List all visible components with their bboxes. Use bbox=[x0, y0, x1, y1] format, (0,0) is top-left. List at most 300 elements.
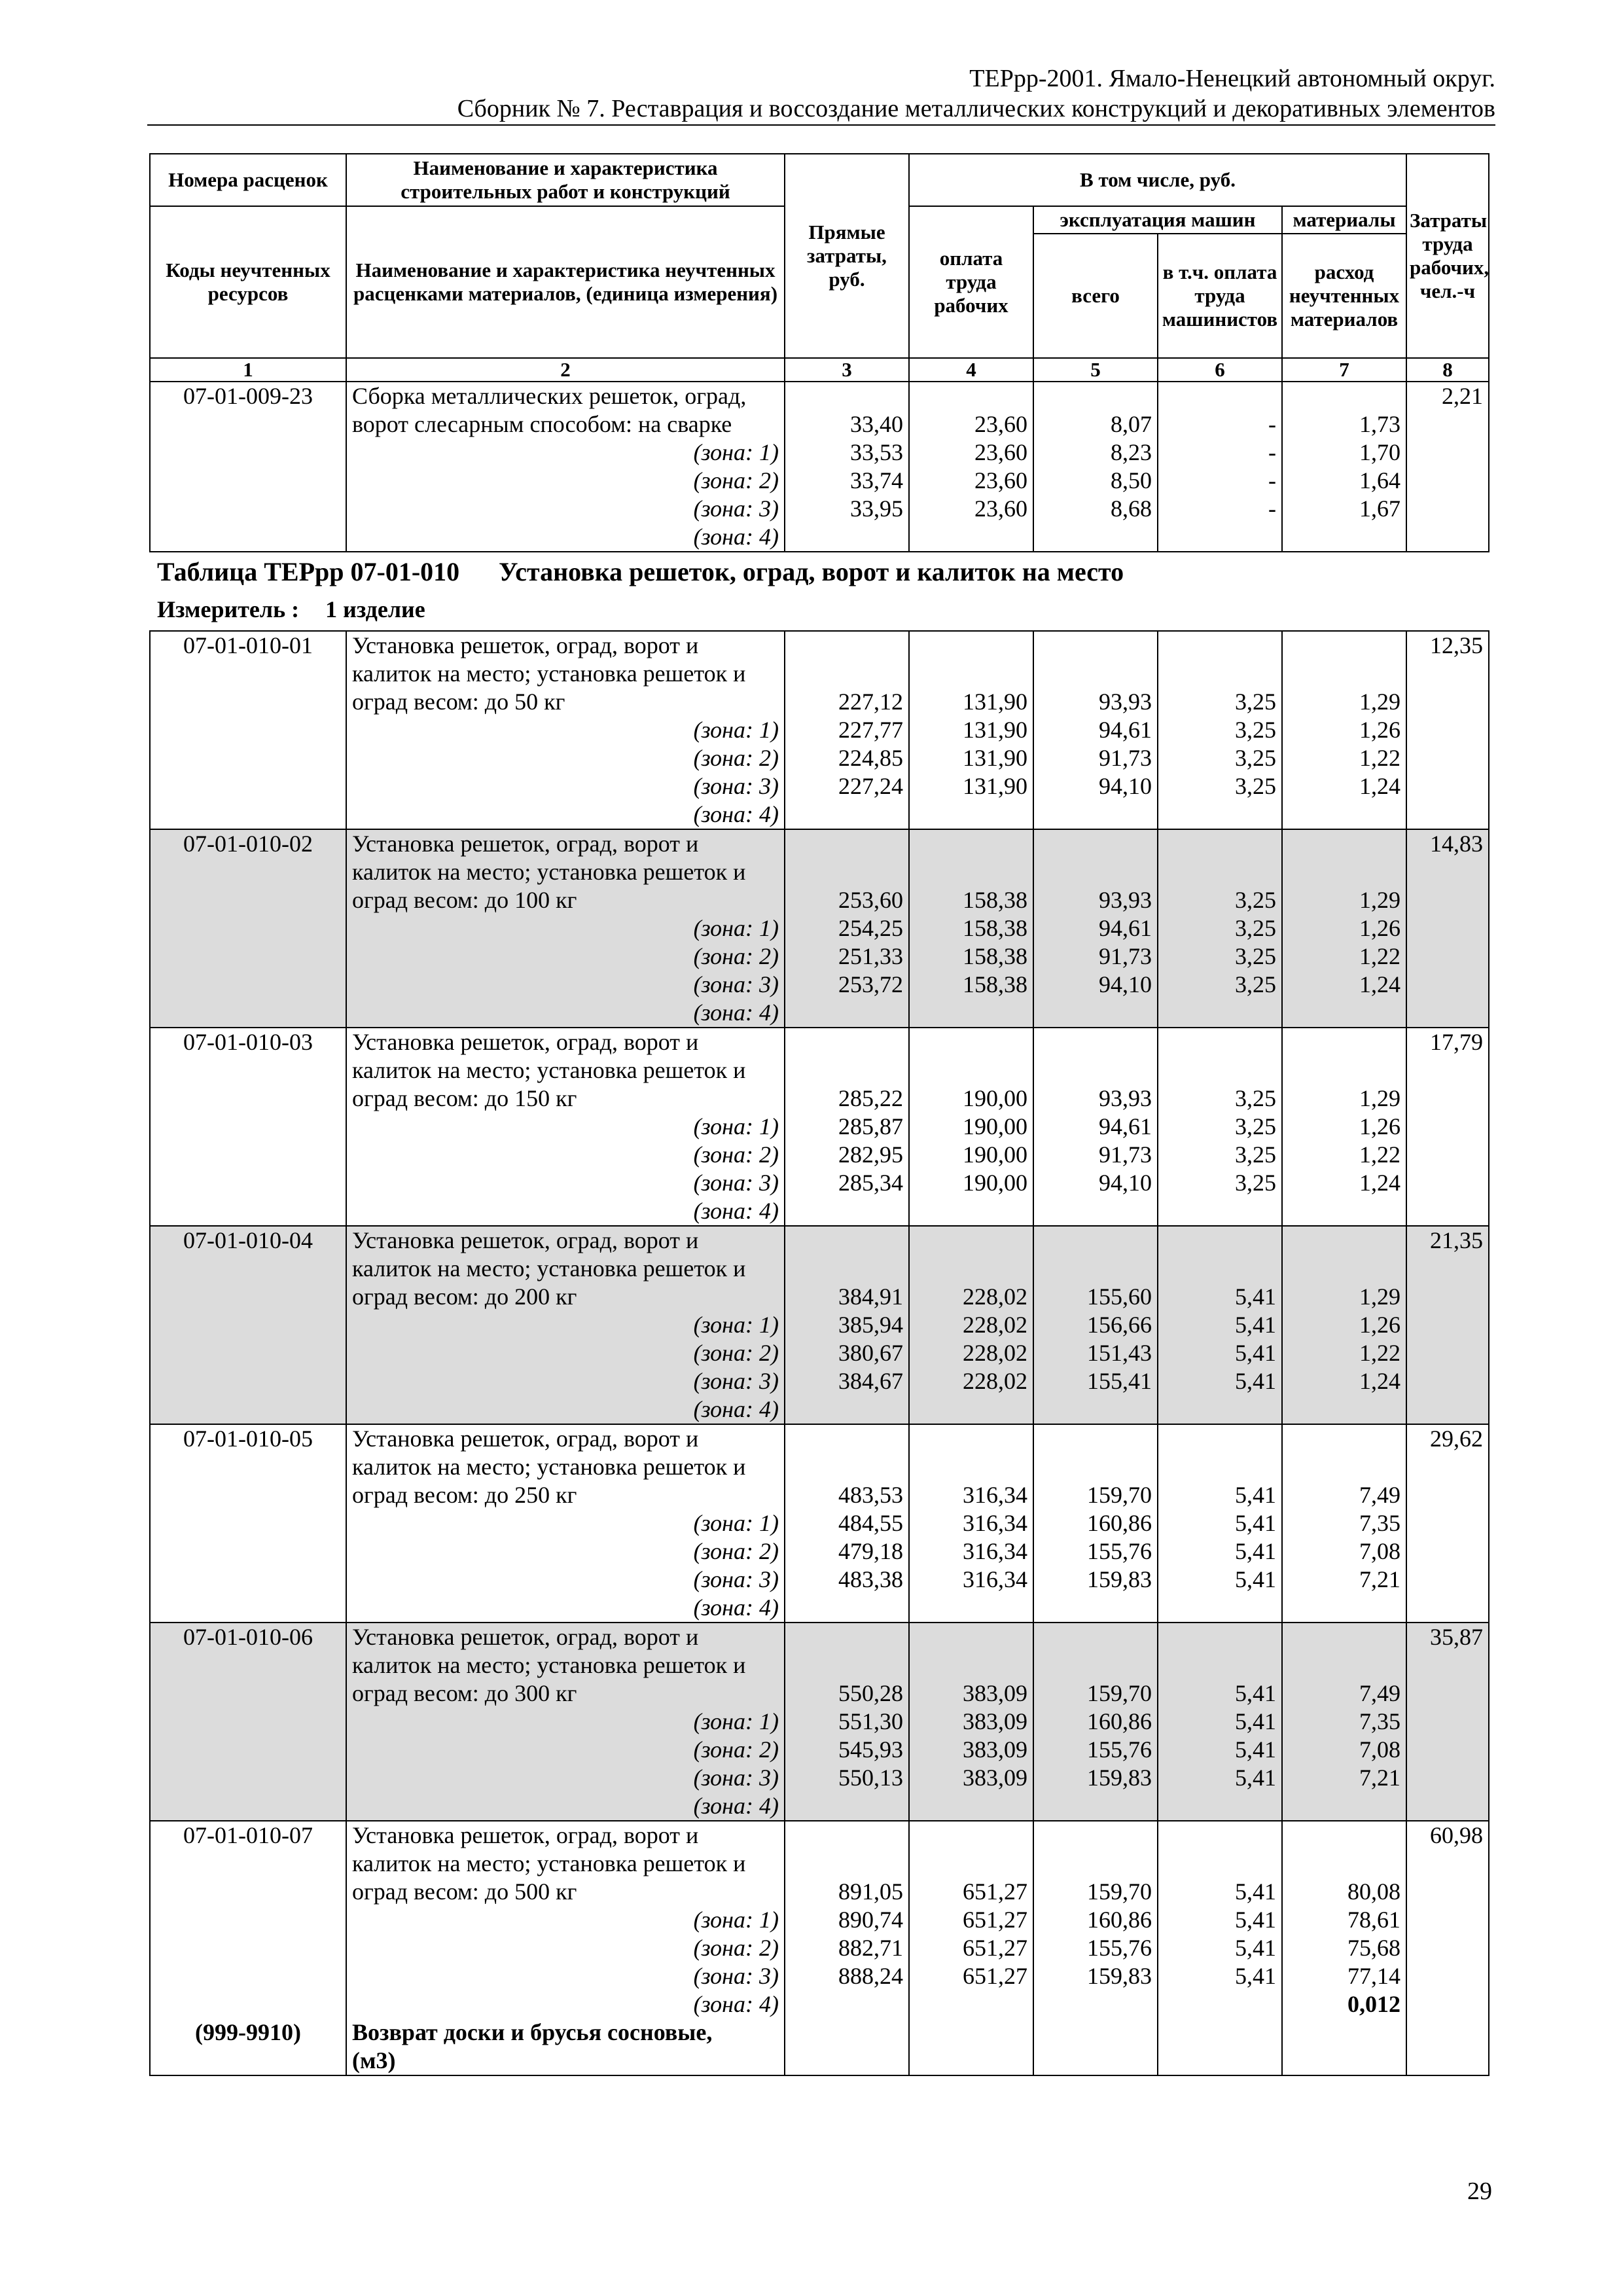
cell-line: 1,22 bbox=[1359, 745, 1400, 771]
cell-line: 383,09 bbox=[963, 1736, 1027, 1763]
cell-line: (зона: 3) bbox=[693, 971, 779, 997]
cell-line: (зона: 3) bbox=[693, 495, 779, 522]
blank-line bbox=[1164, 858, 1276, 886]
cell-line: 5,41 bbox=[1235, 1368, 1276, 1394]
cell-line: 8,23 bbox=[1111, 439, 1152, 465]
cell-line: оград весом: до 200 кг bbox=[352, 1283, 577, 1310]
worker-wages-cell bbox=[909, 1821, 1033, 2075]
blank-line bbox=[1039, 1425, 1152, 1453]
cell-line: (зона: 2) bbox=[693, 1538, 779, 1564]
cell-line: (зона: 2) bbox=[693, 1935, 779, 1961]
cell-line: 07-01-010-05 bbox=[183, 1426, 313, 1452]
cell-line: 5,41 bbox=[1235, 1510, 1276, 1536]
cell-line: (зона: 2) bbox=[693, 1736, 779, 1763]
blank-line bbox=[1164, 1623, 1276, 1651]
cell-line: 5,41 bbox=[1235, 1935, 1276, 1961]
rate-code-cell bbox=[150, 1424, 346, 1623]
table-row bbox=[150, 1028, 1489, 1226]
cell-line: 3,25 bbox=[1235, 1085, 1276, 1111]
blank-line bbox=[915, 1453, 1027, 1481]
cell-line: 07-01-010-01 bbox=[183, 632, 313, 658]
cell-line: 3,25 bbox=[1235, 717, 1276, 743]
worker-wages-cell bbox=[909, 1226, 1033, 1424]
cell-line: 75,68 bbox=[1347, 1935, 1400, 1961]
cell-line: 8,50 bbox=[1111, 467, 1152, 493]
table-number: Таблица ТЕРрр 07-01-010 bbox=[157, 557, 460, 586]
cell-line: оград весом: до 150 кг bbox=[352, 1085, 577, 1111]
cell-line: оград весом: до 100 кг bbox=[352, 887, 577, 913]
cell-line: 890,74 bbox=[838, 1907, 903, 1933]
blank-line bbox=[1288, 1425, 1400, 1453]
blank-line bbox=[791, 1850, 903, 1878]
cell-line: 78,61 bbox=[1347, 1907, 1400, 1933]
cell-line: 5,41 bbox=[1235, 1708, 1276, 1734]
cell-line: 1,24 bbox=[1359, 1368, 1400, 1394]
cell-line: 254,25 bbox=[838, 915, 903, 941]
cell-line: Установка решеток, оград, ворот и bbox=[352, 1227, 699, 1253]
header-machine-operation: эксплуатация машин bbox=[1033, 206, 1282, 234]
direct-costs-cell bbox=[785, 1226, 909, 1424]
table-row bbox=[150, 1821, 1489, 2075]
cell-line: (зона: 1) bbox=[693, 1708, 779, 1734]
cell-line: 1,24 bbox=[1359, 1170, 1400, 1196]
rate-description-cell bbox=[346, 1028, 785, 1226]
cell-line: 1,22 bbox=[1359, 943, 1400, 969]
blank-line bbox=[1164, 382, 1276, 410]
worker-wages-cell bbox=[909, 1623, 1033, 1821]
machines-total-cell bbox=[1033, 1623, 1158, 1821]
cell-line: 159,70 bbox=[1087, 1482, 1152, 1508]
cell-line: 3,25 bbox=[1235, 745, 1276, 771]
cell-line: 35,87 bbox=[1430, 1624, 1483, 1650]
cell-line: 155,76 bbox=[1087, 1736, 1152, 1763]
rate-code-cell bbox=[150, 382, 346, 552]
cell-line: 190,00 bbox=[963, 1085, 1027, 1111]
cell-line: 227,12 bbox=[838, 689, 903, 715]
cell-line: 2,21 bbox=[1442, 383, 1484, 409]
blank-line bbox=[1039, 660, 1152, 688]
cell-line: 228,02 bbox=[963, 1368, 1027, 1394]
cell-line: 5,41 bbox=[1235, 1312, 1276, 1338]
rate-description-cell bbox=[346, 829, 785, 1028]
cell-line: 227,77 bbox=[838, 717, 903, 743]
cell-line: 23,60 bbox=[974, 439, 1027, 465]
cell-line: 156,66 bbox=[1087, 1312, 1152, 1338]
cell-line: 282,95 bbox=[838, 1141, 903, 1168]
direct-costs-cell bbox=[785, 631, 909, 829]
cell-line: 07-01-010-06 bbox=[183, 1624, 313, 1650]
machines-total-cell bbox=[1033, 829, 1158, 1028]
machines-total-cell bbox=[1033, 631, 1158, 829]
cell-line: Установка решеток, оград, ворот и bbox=[352, 1426, 699, 1452]
cell-line: 07-01-010-03 bbox=[183, 1029, 313, 1055]
cell-line: 07-01-010-02 bbox=[183, 831, 313, 857]
cell-line: (зона: 1) bbox=[693, 439, 779, 465]
cell-line: 12,35 bbox=[1430, 632, 1483, 658]
cell-line: 8,07 bbox=[1111, 411, 1152, 437]
rates-table-2 bbox=[149, 630, 1489, 2076]
machinist-wages-cell bbox=[1158, 1623, 1282, 1821]
cell-line: оград весом: до 250 кг bbox=[352, 1482, 577, 1508]
cell-line: 383,09 bbox=[963, 1680, 1027, 1706]
blank-line bbox=[915, 632, 1027, 660]
cell-line: (зона: 3) bbox=[693, 1963, 779, 1989]
blank-line bbox=[156, 1990, 340, 2018]
cell-line: Установка решеток, оград, ворот и bbox=[352, 1624, 699, 1650]
cell-line: 17,79 bbox=[1430, 1029, 1483, 1055]
cell-line: (зона: 3) bbox=[693, 1170, 779, 1196]
cell-line: 3,25 bbox=[1235, 971, 1276, 997]
blank-line bbox=[1164, 1056, 1276, 1085]
header-divider bbox=[147, 124, 1495, 126]
cell-line: (зона: 4) bbox=[693, 999, 779, 1026]
cell-line: 159,70 bbox=[1087, 1680, 1152, 1706]
machines-total-cell bbox=[1033, 1028, 1158, 1226]
table-caption bbox=[157, 556, 1124, 587]
cell-line: 550,28 bbox=[838, 1680, 903, 1706]
cell-line: 159,70 bbox=[1087, 1878, 1152, 1905]
cell-line: 158,38 bbox=[963, 887, 1027, 913]
cell-line: 160,86 bbox=[1087, 1510, 1152, 1536]
cell-line: калиток на место; установка решеток и bbox=[352, 1652, 746, 1678]
header-collection-subtitle: Сборник № 7. Реставрация и воссоздание металлических конструкций и декоративных элементов bbox=[457, 95, 1495, 122]
cell-line: калиток на место; установка решеток и bbox=[352, 1454, 746, 1480]
cell-line: 651,27 bbox=[963, 1878, 1027, 1905]
cell-line: 882,71 bbox=[838, 1935, 903, 1961]
cell-line: 385,94 bbox=[838, 1312, 903, 1338]
rate-code-cell bbox=[150, 829, 346, 1028]
cell-line: 228,02 bbox=[963, 1312, 1027, 1338]
blank-line bbox=[1164, 1453, 1276, 1481]
blank-line bbox=[791, 1028, 903, 1056]
cell-line: 7,35 bbox=[1359, 1708, 1400, 1734]
machinist-wages-cell bbox=[1158, 1028, 1282, 1226]
blank-line bbox=[915, 1821, 1027, 1850]
cell-line: (зона: 4) bbox=[693, 801, 779, 827]
cell-line: 1,26 bbox=[1359, 1113, 1400, 1139]
cell-line: 155,76 bbox=[1087, 1538, 1152, 1564]
cell-line: 5,41 bbox=[1235, 1963, 1276, 1989]
cell-line: 5,41 bbox=[1235, 1736, 1276, 1763]
blank-line bbox=[915, 660, 1027, 688]
cell-line: 316,34 bbox=[963, 1566, 1027, 1592]
cell-line: 131,90 bbox=[963, 745, 1027, 771]
machines-total-cell bbox=[1033, 1424, 1158, 1623]
machines-total-cell bbox=[1033, 382, 1158, 552]
header-collection-title: ТЕРрр-2001. Ямало-Ненецкий автономный округ. bbox=[969, 65, 1495, 92]
cell-line: (зона: 1) bbox=[693, 915, 779, 941]
measure-label: Измеритель : bbox=[157, 596, 300, 622]
cell-line: 155,76 bbox=[1087, 1935, 1152, 1961]
blank-line bbox=[915, 1651, 1027, 1679]
cell-line: (зона: 2) bbox=[693, 943, 779, 969]
cell-line: 1,22 bbox=[1359, 1340, 1400, 1366]
materials-cell bbox=[1282, 1424, 1406, 1623]
cell-line: 651,27 bbox=[963, 1963, 1027, 1989]
cell-line: 3,25 bbox=[1235, 1170, 1276, 1196]
cell-line: 93,93 bbox=[1099, 887, 1152, 913]
cell-line: 158,38 bbox=[963, 915, 1027, 941]
cell-line: 5,41 bbox=[1235, 1283, 1276, 1310]
cell-line: 5,41 bbox=[1235, 1340, 1276, 1366]
cell-line: 93,93 bbox=[1099, 1085, 1152, 1111]
cell-line: 316,34 bbox=[963, 1482, 1027, 1508]
column-number: 6 bbox=[1158, 358, 1282, 382]
cell-line: 94,10 bbox=[1099, 971, 1152, 997]
cell-line: 07-01-010-07 bbox=[183, 1822, 313, 1848]
rates-table-1 bbox=[149, 153, 1489, 552]
cell-line: (зона: 4) bbox=[693, 524, 779, 550]
cell-line: 21,35 bbox=[1430, 1227, 1483, 1253]
blank-line bbox=[1039, 382, 1152, 410]
cell-line: 94,61 bbox=[1099, 717, 1152, 743]
cell-line: 383,09 bbox=[963, 1708, 1027, 1734]
direct-costs-cell bbox=[785, 829, 909, 1028]
cell-line: Сборка металлических решеток, оград, bbox=[352, 383, 747, 409]
blank-line bbox=[1039, 1850, 1152, 1878]
blank-line bbox=[1039, 1227, 1152, 1255]
direct-costs-cell bbox=[785, 1028, 909, 1226]
cell-line: 316,34 bbox=[963, 1510, 1027, 1536]
cell-line: 891,05 bbox=[838, 1878, 903, 1905]
cell-line: 23,60 bbox=[974, 411, 1027, 437]
cell-line: 228,02 bbox=[963, 1283, 1027, 1310]
cell-line: (зона: 2) bbox=[693, 745, 779, 771]
blank-line bbox=[791, 1651, 903, 1679]
rate-description-cell bbox=[346, 1623, 785, 1821]
cell-line: 1,24 bbox=[1359, 971, 1400, 997]
measure-value: 1 изделие bbox=[325, 596, 425, 622]
cell-line: 5,41 bbox=[1235, 1566, 1276, 1592]
header-machinist-wages: в т.ч. оплата труда машинистов bbox=[1158, 234, 1282, 358]
cell-line: 80,08 bbox=[1347, 1878, 1400, 1905]
worker-wages-cell bbox=[909, 382, 1033, 552]
resource-code: (999-9910) bbox=[195, 2019, 301, 2045]
cell-line: 550,13 bbox=[838, 1765, 903, 1791]
cell-line: 29,62 bbox=[1430, 1426, 1483, 1452]
blank-line bbox=[1164, 830, 1276, 858]
column-number: 3 bbox=[785, 358, 909, 382]
header-materials-name: Наименование и характеристика неучтенных расценками материалов, (единица измерения) bbox=[346, 206, 785, 358]
cell-line: 190,00 bbox=[963, 1113, 1027, 1139]
cell-line: ворот слесарным способом: на сварке bbox=[352, 411, 732, 437]
blank-line bbox=[915, 1623, 1027, 1651]
labor-costs-cell bbox=[1406, 1821, 1489, 2075]
blank-line bbox=[156, 1850, 340, 1878]
cell-line: 545,93 bbox=[838, 1736, 903, 1763]
cell-line: 1,22 bbox=[1359, 1141, 1400, 1168]
blank-line bbox=[1039, 632, 1152, 660]
worker-wages-cell bbox=[909, 631, 1033, 829]
rate-code-cell bbox=[150, 1226, 346, 1424]
blank-line bbox=[1164, 1821, 1276, 1850]
header-rate-numbers: Номера расценок bbox=[150, 154, 346, 206]
blank-line bbox=[1039, 858, 1152, 886]
cell-line: калиток на место; установка решеток и bbox=[352, 859, 746, 885]
cell-line: 1,24 bbox=[1359, 773, 1400, 799]
rate-description-cell bbox=[346, 1226, 785, 1424]
cell-line: 1,29 bbox=[1359, 1283, 1400, 1310]
labor-costs-cell bbox=[1406, 1424, 1489, 1623]
cell-line: 551,30 bbox=[838, 1708, 903, 1734]
page-number: 29 bbox=[1467, 2178, 1492, 2205]
blank-line bbox=[915, 1255, 1027, 1283]
cell-line: 1,26 bbox=[1359, 915, 1400, 941]
rate-code-cell bbox=[150, 1821, 346, 2075]
cell-line: 160,86 bbox=[1087, 1708, 1152, 1734]
cell-line: 158,38 bbox=[963, 971, 1027, 997]
blank-line bbox=[1164, 1850, 1276, 1878]
worker-wages-cell bbox=[909, 1424, 1033, 1623]
cell-line: 94,10 bbox=[1099, 1170, 1152, 1196]
header-worker-wages: оплата труда рабочих bbox=[909, 206, 1033, 358]
labor-costs-cell bbox=[1406, 829, 1489, 1028]
blank-line bbox=[1288, 660, 1400, 688]
cell-line: 3,25 bbox=[1235, 689, 1276, 715]
table-row bbox=[150, 1424, 1489, 1623]
cell-line: 7,21 bbox=[1359, 1765, 1400, 1791]
blank-line bbox=[1039, 1453, 1152, 1481]
header-machines-total: всего bbox=[1033, 234, 1158, 358]
header-resource-codes: Коды неучтенных ресурсов bbox=[150, 206, 346, 358]
blank-line bbox=[1288, 1028, 1400, 1056]
blank-line bbox=[1039, 1028, 1152, 1056]
machinist-wages-cell bbox=[1158, 1424, 1282, 1623]
blank-line bbox=[156, 1878, 340, 1906]
cell-line: 1,70 bbox=[1359, 439, 1401, 465]
cell-line: оград весом: до 50 кг bbox=[352, 689, 565, 715]
cell-line: 3,25 bbox=[1235, 887, 1276, 913]
cell-line: 285,87 bbox=[838, 1113, 903, 1139]
cell-line: (зона: 2) bbox=[693, 467, 779, 493]
cell-line: (зона: 2) bbox=[693, 1141, 779, 1168]
rate-description-cell bbox=[346, 382, 785, 552]
cell-line: 23,60 bbox=[974, 495, 1027, 522]
cell-line: 190,00 bbox=[963, 1170, 1027, 1196]
measure-unit bbox=[157, 596, 425, 623]
table-row bbox=[150, 1623, 1489, 1821]
cell-line: 91,73 bbox=[1099, 943, 1152, 969]
direct-costs-cell bbox=[785, 382, 909, 552]
rate-code-cell bbox=[150, 631, 346, 829]
blank-line bbox=[915, 1425, 1027, 1453]
rate-description-cell bbox=[346, 1424, 785, 1623]
blank-line bbox=[1288, 1850, 1400, 1878]
blank-line bbox=[915, 1028, 1027, 1056]
machines-total-cell bbox=[1033, 1821, 1158, 2075]
cell-line: 383,09 bbox=[963, 1765, 1027, 1791]
column-number: 8 bbox=[1406, 358, 1489, 382]
blank-line bbox=[1039, 1255, 1152, 1283]
rate-description-cell bbox=[346, 631, 785, 829]
cell-line: 7,35 bbox=[1359, 1510, 1400, 1536]
blank-line bbox=[156, 1962, 340, 1990]
cell-line: 131,90 bbox=[963, 717, 1027, 743]
resource-description: (м3) bbox=[352, 2047, 396, 2073]
cell-line: калиток на место; установка решеток и bbox=[352, 1255, 746, 1282]
cell-line: (зона: 1) bbox=[693, 1907, 779, 1933]
cell-line: 3,25 bbox=[1235, 1141, 1276, 1168]
cell-line: Установка решеток, оград, ворот и bbox=[352, 1822, 699, 1848]
cell-line: 33,95 bbox=[850, 495, 903, 522]
materials-cell bbox=[1282, 631, 1406, 829]
cell-line: 224,85 bbox=[838, 745, 903, 771]
cell-line: (зона: 3) bbox=[693, 773, 779, 799]
blank-line bbox=[791, 1056, 903, 1085]
rate-code-cell bbox=[150, 1028, 346, 1226]
cell-line: - bbox=[1268, 411, 1276, 437]
cell-line: 384,91 bbox=[838, 1283, 903, 1310]
blank-line bbox=[791, 632, 903, 660]
rate-description-cell bbox=[346, 1821, 785, 2075]
blank-line bbox=[791, 382, 903, 410]
cell-line: 155,41 bbox=[1087, 1368, 1152, 1394]
blank-line bbox=[791, 1453, 903, 1481]
resource-description: Возврат доски и брусья сосновые, bbox=[352, 2019, 713, 2045]
cell-line: 483,38 bbox=[838, 1566, 903, 1592]
blank-line bbox=[1288, 1651, 1400, 1679]
cell-line: 7,49 bbox=[1359, 1482, 1400, 1508]
machinist-wages-cell bbox=[1158, 829, 1282, 1028]
cell-line: (зона: 1) bbox=[693, 1312, 779, 1338]
cell-line: 5,41 bbox=[1235, 1680, 1276, 1706]
cell-line: Установка решеток, оград, ворот и bbox=[352, 831, 699, 857]
materials-cell bbox=[1282, 1821, 1406, 2075]
cell-line: 5,41 bbox=[1235, 1538, 1276, 1564]
cell-line: (зона: 2) bbox=[693, 1340, 779, 1366]
blank-line bbox=[1164, 1255, 1276, 1283]
column-number: 4 bbox=[909, 358, 1033, 382]
cell-line: 479,18 bbox=[838, 1538, 903, 1564]
cell-line: (зона: 4) bbox=[693, 1793, 779, 1819]
machinist-wages-cell bbox=[1158, 1821, 1282, 2075]
cell-line: калиток на место; установка решеток и bbox=[352, 660, 746, 687]
blank-line bbox=[1039, 1821, 1152, 1850]
header-including-group: В том числе, руб. bbox=[909, 154, 1406, 206]
direct-costs-cell bbox=[785, 1821, 909, 2075]
blank-line bbox=[915, 382, 1027, 410]
cell-line: 07-01-010-04 bbox=[183, 1227, 313, 1253]
machinist-wages-cell bbox=[1158, 1226, 1282, 1424]
blank-line bbox=[791, 830, 903, 858]
blank-line bbox=[1288, 858, 1400, 886]
materials-cell bbox=[1282, 1623, 1406, 1821]
cell-line: 1,26 bbox=[1359, 1312, 1400, 1338]
blank-line bbox=[1288, 1821, 1400, 1850]
cell-line: (зона: 1) bbox=[693, 1113, 779, 1139]
cell-line: 8,68 bbox=[1111, 495, 1152, 522]
cell-line: (зона: 1) bbox=[693, 717, 779, 743]
cell-line: 159,83 bbox=[1087, 1963, 1152, 1989]
blank-line bbox=[791, 858, 903, 886]
blank-line bbox=[1164, 632, 1276, 660]
cell-line: 160,86 bbox=[1087, 1907, 1152, 1933]
cell-line: 888,24 bbox=[838, 1963, 903, 1989]
worker-wages-cell bbox=[909, 1028, 1033, 1226]
blank-line bbox=[791, 1255, 903, 1283]
blank-line bbox=[791, 1821, 903, 1850]
cell-line: 190,00 bbox=[963, 1141, 1027, 1168]
cell-line: 483,53 bbox=[838, 1482, 903, 1508]
cell-line: 253,60 bbox=[838, 887, 903, 913]
cell-line: 14,83 bbox=[1430, 831, 1483, 857]
blank-line bbox=[1288, 382, 1400, 410]
cell-line: 316,34 bbox=[963, 1538, 1027, 1564]
cell-line: 159,83 bbox=[1087, 1765, 1152, 1791]
materials-cell bbox=[1282, 1028, 1406, 1226]
direct-costs-cell bbox=[785, 1424, 909, 1623]
cell-line: 91,73 bbox=[1099, 745, 1152, 771]
